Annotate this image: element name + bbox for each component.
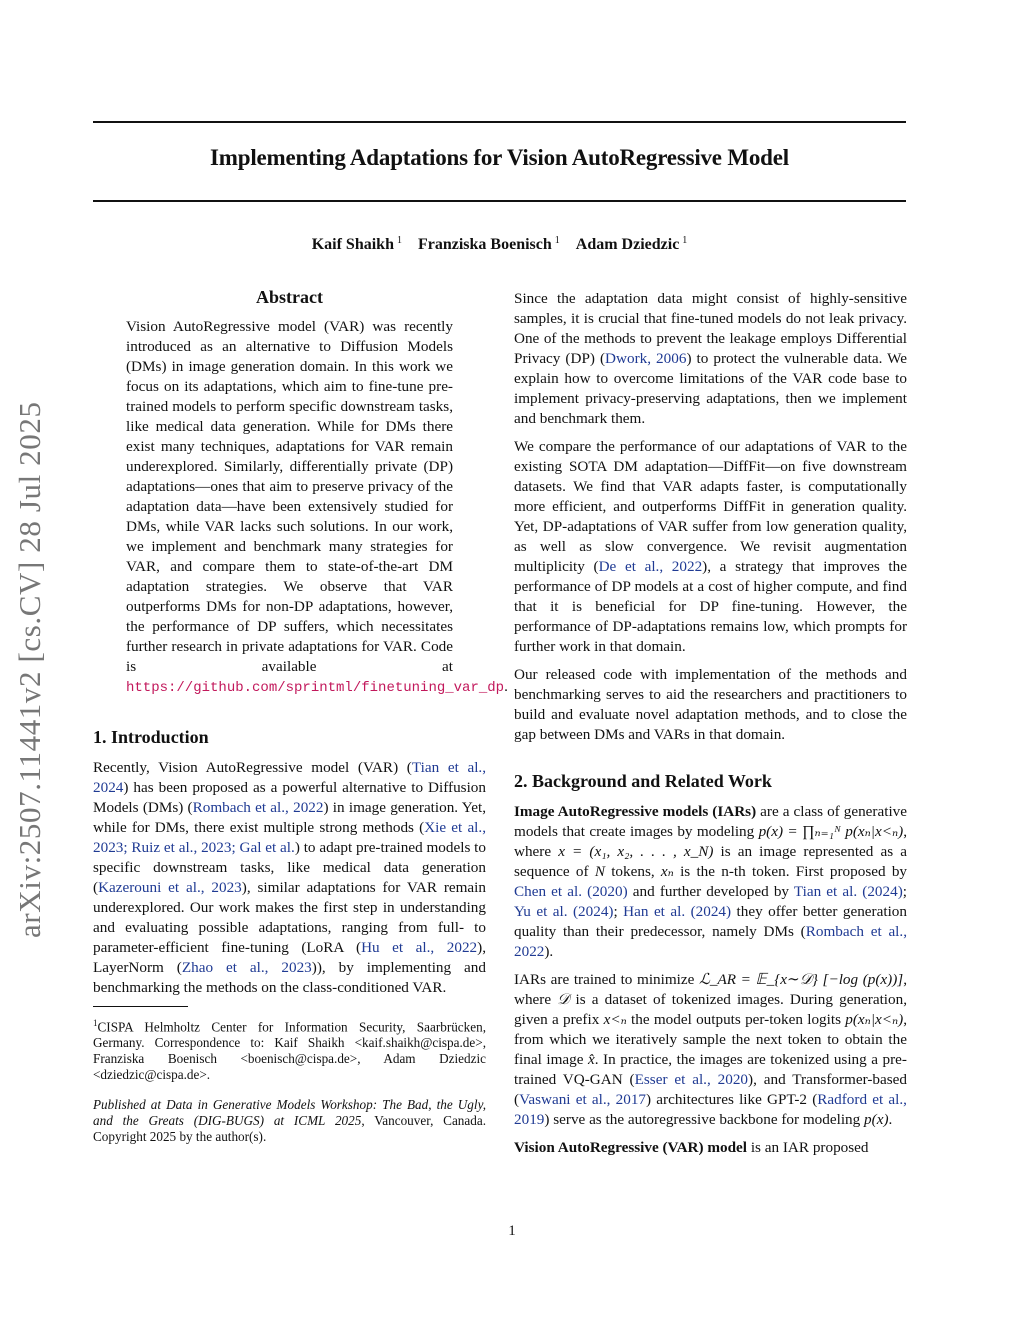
comparison-paragraph: We compare the performance of our adaptations of VAR to the existing SOTA DM adaptation—DiffFit—on five downstream datasets. We find that VAR adapts faster, is computationally more efficient, and outperforms DiffFit in generation quality. Yet, DP-adaptations of VAR suffer from low generation quality, as well as slow convergence. We revisit augmentation multiplicity (De et al., 2022), a strategy that improves the performance of DP models at a cost of higher compute, and find that it is beneficial for DP fine-tuning. However, the performance of DP-adaptations remains low, which prompts for further work in that domain. [514, 438, 907, 655]
top-rule [93, 121, 906, 123]
page-number: 1 [508, 1223, 516, 1239]
intro-paragraph: Recently, Vision AutoRegressive model (VAR) (Tian et al., 2024) has been proposed as a powerful alternative to Diffusion Models (DMs) (Rombach et al., 2022) in image generation. Yet, while for DMs, there exist multiple strong methods (Xie et al., 2023; Ruiz et al., 2023; Gal et al.) to adapt pre-trained models to specific downstream tasks, like medical data generation (Kazerouni et al., 2023), similar adaptations for VAR remain underexplored. Our work makes the first step in understanding and evaluating possible adaptations, ranging from full- to parameter-efficient fine-tuning (LoRA (Hu et al., 2022), LayerNorm (Zhao et al., 2023)), by implementing and benchmarking the methods on the class-conditioned VAR. [93, 759, 487, 996]
intro-heading: 1. Introduction [93, 727, 209, 747]
citation-radford[interactable]: Radford et al., 2019 [514, 1091, 907, 1128]
citation-yu[interactable]: Yu et al. (2024) [514, 903, 614, 920]
iar-paragraph: Image AutoRegressive models (IARs) are a class of generative models that create images by modeling p(x) = ∏ₙ₌₁ᴺ p(xₙ|x<ₙ), where x = (x₁, x₂, . . . , x_N) is an image represented as a sequence of N tokens, xₙ is the n-th token. First proposed by Chen et al. (2020) and further developed by Tian et al. (2024); Yu et al. (2024); Han et al. (2024) they offer better generation quality than their predecessor, namely DMs (Rombach et al., 2022). [514, 803, 908, 960]
citation-esser[interactable]: Esser et al., 2020 [634, 1071, 749, 1088]
citation-tian[interactable]: Tian et al., 2024 [93, 759, 487, 796]
author-list [93, 235, 906, 254]
left-column [93, 287, 508, 1145]
published-note: Published at Data in Generative Models Workshop: The Bad, the Ugly, and the Greats (DIG-BUGS) at ICML 2025, Vancouver, Canada. Copyright 2025 by the author(s). [93, 1097, 487, 1145]
paper-title: Implementing Adaptations for Vision AutoRegressive Model [210, 145, 789, 170]
citation-tian-2[interactable]: Tian et al. (2024) [793, 883, 903, 900]
code-paragraph: Our released code with implementation of the methods and benchmarking serves to aid the researchers and practitioners to build and evaluate novel adaptation methods, and to close the gap between DMs and VARs in that domain. [514, 666, 907, 743]
citation-dwork[interactable]: Dwork, 2006 [605, 350, 687, 367]
citation-de[interactable]: De et al., 2022 [598, 558, 703, 575]
arxiv-watermark: arXiv:2507.11441v2 [cs.CV] 28 Jul 2025 [12, 401, 47, 939]
abstract-heading: Abstract [256, 287, 323, 307]
citation-rombach-2[interactable]: Rombach et al., 2022 [514, 923, 907, 960]
author-3: Adam Dziedzic $^1$ [575, 235, 688, 254]
affiliation-footnote: $^1$CISPA Helmholtz Center for Information Security, Saarbrücken, Germany. Correspondence to: Kaif Shaikh <kaif.shaikh@cispa.de>, Franziska Boenisch <boenisch@cispa.de>, Adam Dziedzic <dziedzic@cispa.de>. [93, 1018, 486, 1083]
citation-rombach[interactable]: Rombach et al., 2022 [192, 799, 324, 816]
author-2: Franziska Boenisch $^1$ [417, 235, 560, 254]
title-bottom-rule [93, 200, 906, 202]
privacy-paragraph: Since the adaptation data might consist of highly-sensitive samples, it is crucial that fine-tuned models do not leak privacy. One of the methods to prevent the leakage employs Differential Privacy (DP) (Dwork, 2006) to protect the vulnerable data. We explain how to overcome limitations of the VAR code base to implement privacy-preserving adaptations, then we implement and benchmark them. [514, 290, 907, 427]
citation-vaswani[interactable]: Vaswani et al., 2017 [519, 1091, 647, 1108]
right-column [514, 289, 907, 1166]
training-paragraph: IARs are trained to minimize ℒ_AR = 𝔼_{x∼𝒟} [−log (p(x))], where 𝒟 is a dataset of tokenized images. During generation, given a prefix x<ₙ the model outputs per-token logits p(xₙ|x<ₙ), from which we iteratively sample the next token to obtain the final image x̂. In practice, the images are tokenized using a pre-trained VQ-GAN (Esser et al., 2020), and Transformer-based (Vaswani et al., 2017) architectures like GPT-2 (Radford et al., 2019) serve as the autoregressive backbone for modeling p(x). [514, 971, 907, 1128]
var-paragraph: Vision AutoRegressive (VAR) model is an IAR proposed [514, 1139, 869, 1156]
abstract-body: Vision AutoRegressive model (VAR) was recently introduced as an alternative to Diffusion Models (DMs) in image generation domain. In this work we focus on its adaptations, which aim to fine-tune pre-trained models to perform specific downstream tasks, like medical data generation. While for DMs there exist many techniques, adaptations for VAR remain underexplored. Similarly, differentially private (DP) adaptations—ones that aim to preserve privacy of the adaptation data—have been extensively studied for DMs, while VAR lacks such solutions. In our work, we implement and benchmark many strategies for VAR, and compare them to state-of-the-art DM adaptation strategies. We observe that VAR outperforms DMs for non-DP adaptations, however, the performance of DP suffers, which necessitates further research in private adaptations for VAR. Code is available at https://github.com/sprintml/finetuning_var_dp. [126, 318, 508, 696]
background-heading: 2. Background and Related Work [514, 771, 772, 791]
author-1: Kaif Shaikh $^1$ [311, 235, 402, 254]
citation-xie-ruiz-gal[interactable]: Xie et al., 2023; Ruiz et al., 2023; Gal et al. [93, 819, 486, 856]
citation-hu[interactable]: Hu et al., 2022 [361, 939, 478, 956]
citation-zhao[interactable]: Zhao et al., 2023 [181, 959, 312, 976]
citation-chen[interactable]: Chen et al. (2020) [514, 883, 628, 900]
citation-han[interactable]: Han et al. (2024) [623, 903, 732, 920]
footnote-rule [93, 1006, 188, 1007]
code-link[interactable]: https://github.com/sprintml/finetuning_var_dp [126, 680, 505, 696]
citation-kazerouni[interactable]: Kazerouni et al., 2023 [98, 879, 242, 896]
